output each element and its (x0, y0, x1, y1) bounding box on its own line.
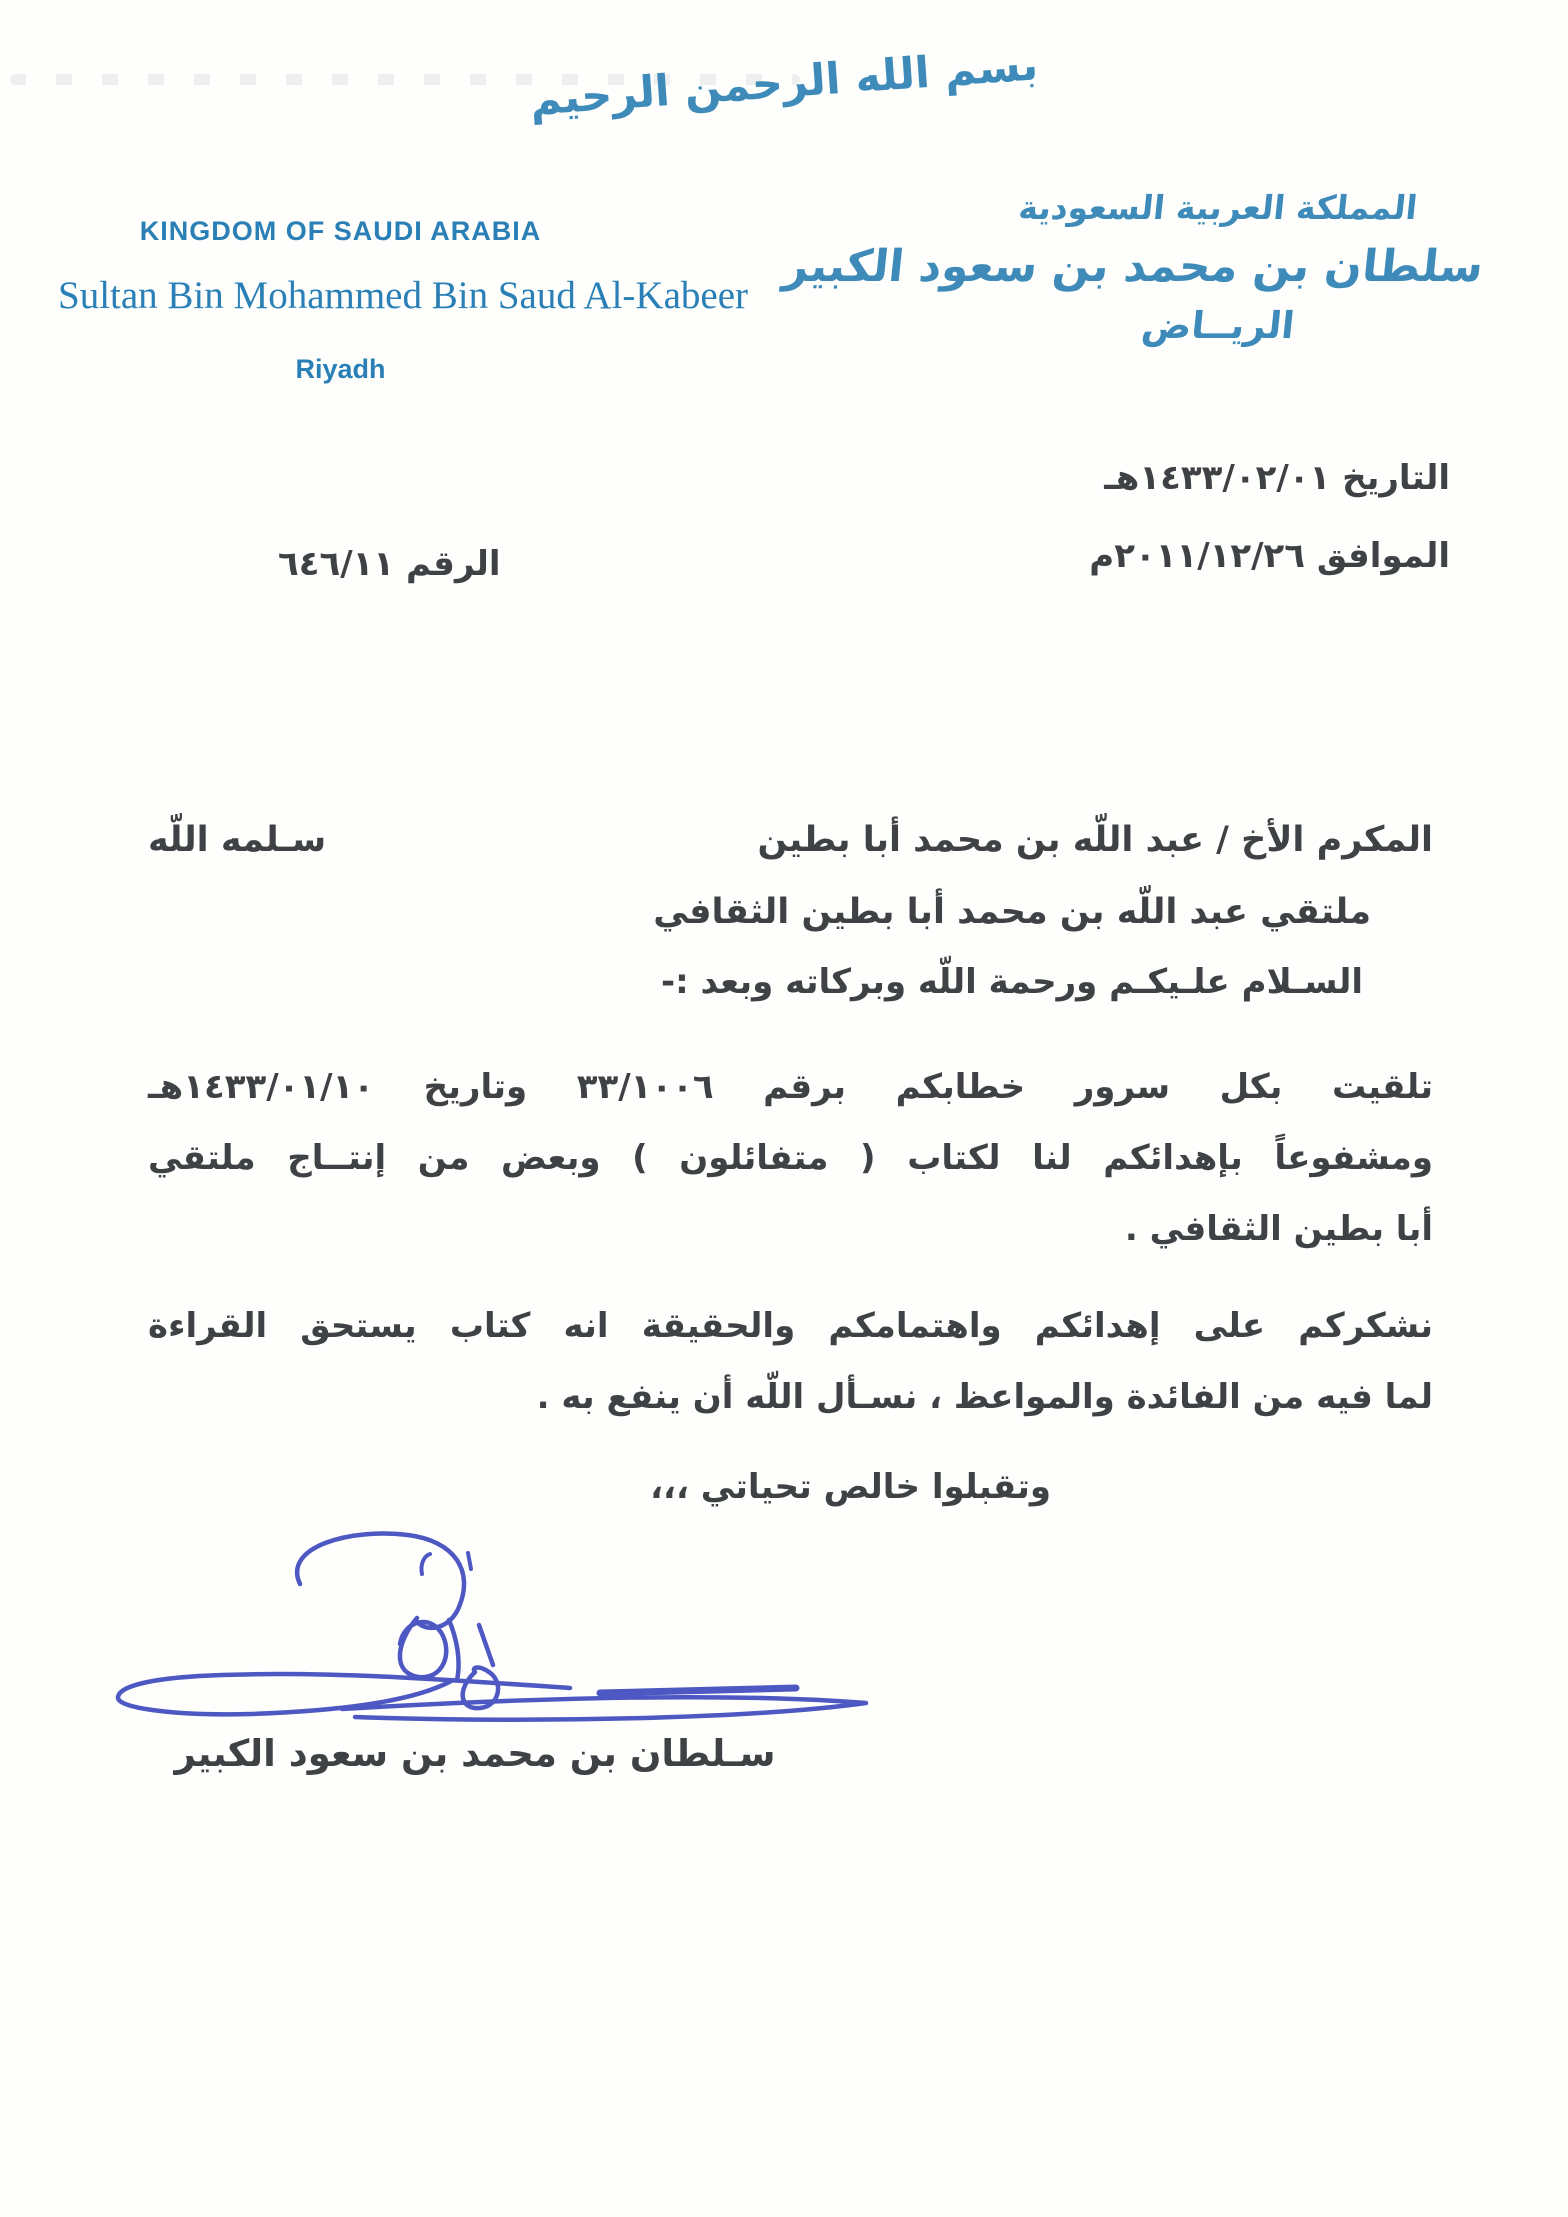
paragraph-1-line-3: أبا بطين الثقافي . (1124, 1209, 1433, 1249)
signer-name: سـلطان بن محمد بن سعود الكبير (174, 1732, 776, 1775)
paragraph-2-line-1: نشكركم على إهدائكم واهتمامكم والحقيقة انه كتاب يستحق القراءة (148, 1306, 1433, 1346)
salutation-line: السـلام علـيكـم ورحمة اللّه وبركاته وبعد :- (660, 962, 1363, 1002)
reference-number: الرقم ٦٤٦/١١ (278, 544, 501, 584)
paragraph-1-line-2: ومشفوعاً بإهدائكم لنا لكتاب ( متفائلون ) وبعض من إنتــاج ملتقي (148, 1138, 1433, 1178)
city-english: Riyadh (295, 354, 386, 384)
signature-image (100, 1522, 890, 1737)
gregorian-date: الموافق ٢٠١١/١٢/٢٦م (1089, 536, 1450, 576)
body-paragraph-2 (148, 1291, 1433, 1433)
date-block (1061, 458, 1450, 576)
sender-name-english: Sultan Bin Mohammed Bin Saud Al-Kabeer (58, 274, 749, 317)
letter-body (148, 820, 1433, 1507)
letterhead-english (58, 216, 749, 385)
recipient-blessing: سـلمه اللّه (148, 820, 327, 860)
recipient-line (148, 820, 1433, 860)
paragraph-1-line-1: تلقيت بكل سرور خطابكم برقم ٣٣/١٠٠٦ وتاريخ ١٤٣٣/٠١/١٠هـ (148, 1067, 1433, 1107)
kingdom-title-english: KINGDOM OF SAUDI ARABIA (139, 216, 542, 246)
body-paragraph-1 (148, 1052, 1433, 1265)
paragraph-2-line-2: لما فيه من الفائدة والمواعظ ، نسـأل اللّه أن ينفع به . (536, 1377, 1433, 1417)
closing-line: وتقبلوا خالص تحياتي ،،، (650, 1467, 1051, 1507)
hijri-date: التاريخ ١٤٣٣/٠٢/٠١هـ (1104, 458, 1450, 498)
recipient-organization: ملتقي عبد اللّه بن محمد أبا بطين الثقافي (653, 892, 1371, 932)
kingdom-title-arabic: المملكة العربية السعودية (1016, 188, 1420, 227)
bismillah-calligraphy: بسم الله الرحمن الرحيم (528, 40, 1040, 126)
sender-name-arabic: سلطان بن محمد بن سعود الكبير (780, 241, 1486, 292)
recipient-name: المكرم الأخ / عبد اللّه بن محمد أبا بطين (757, 820, 1433, 860)
letterhead-arabic (780, 188, 1486, 347)
city-arabic: الريــاض (1139, 304, 1297, 347)
